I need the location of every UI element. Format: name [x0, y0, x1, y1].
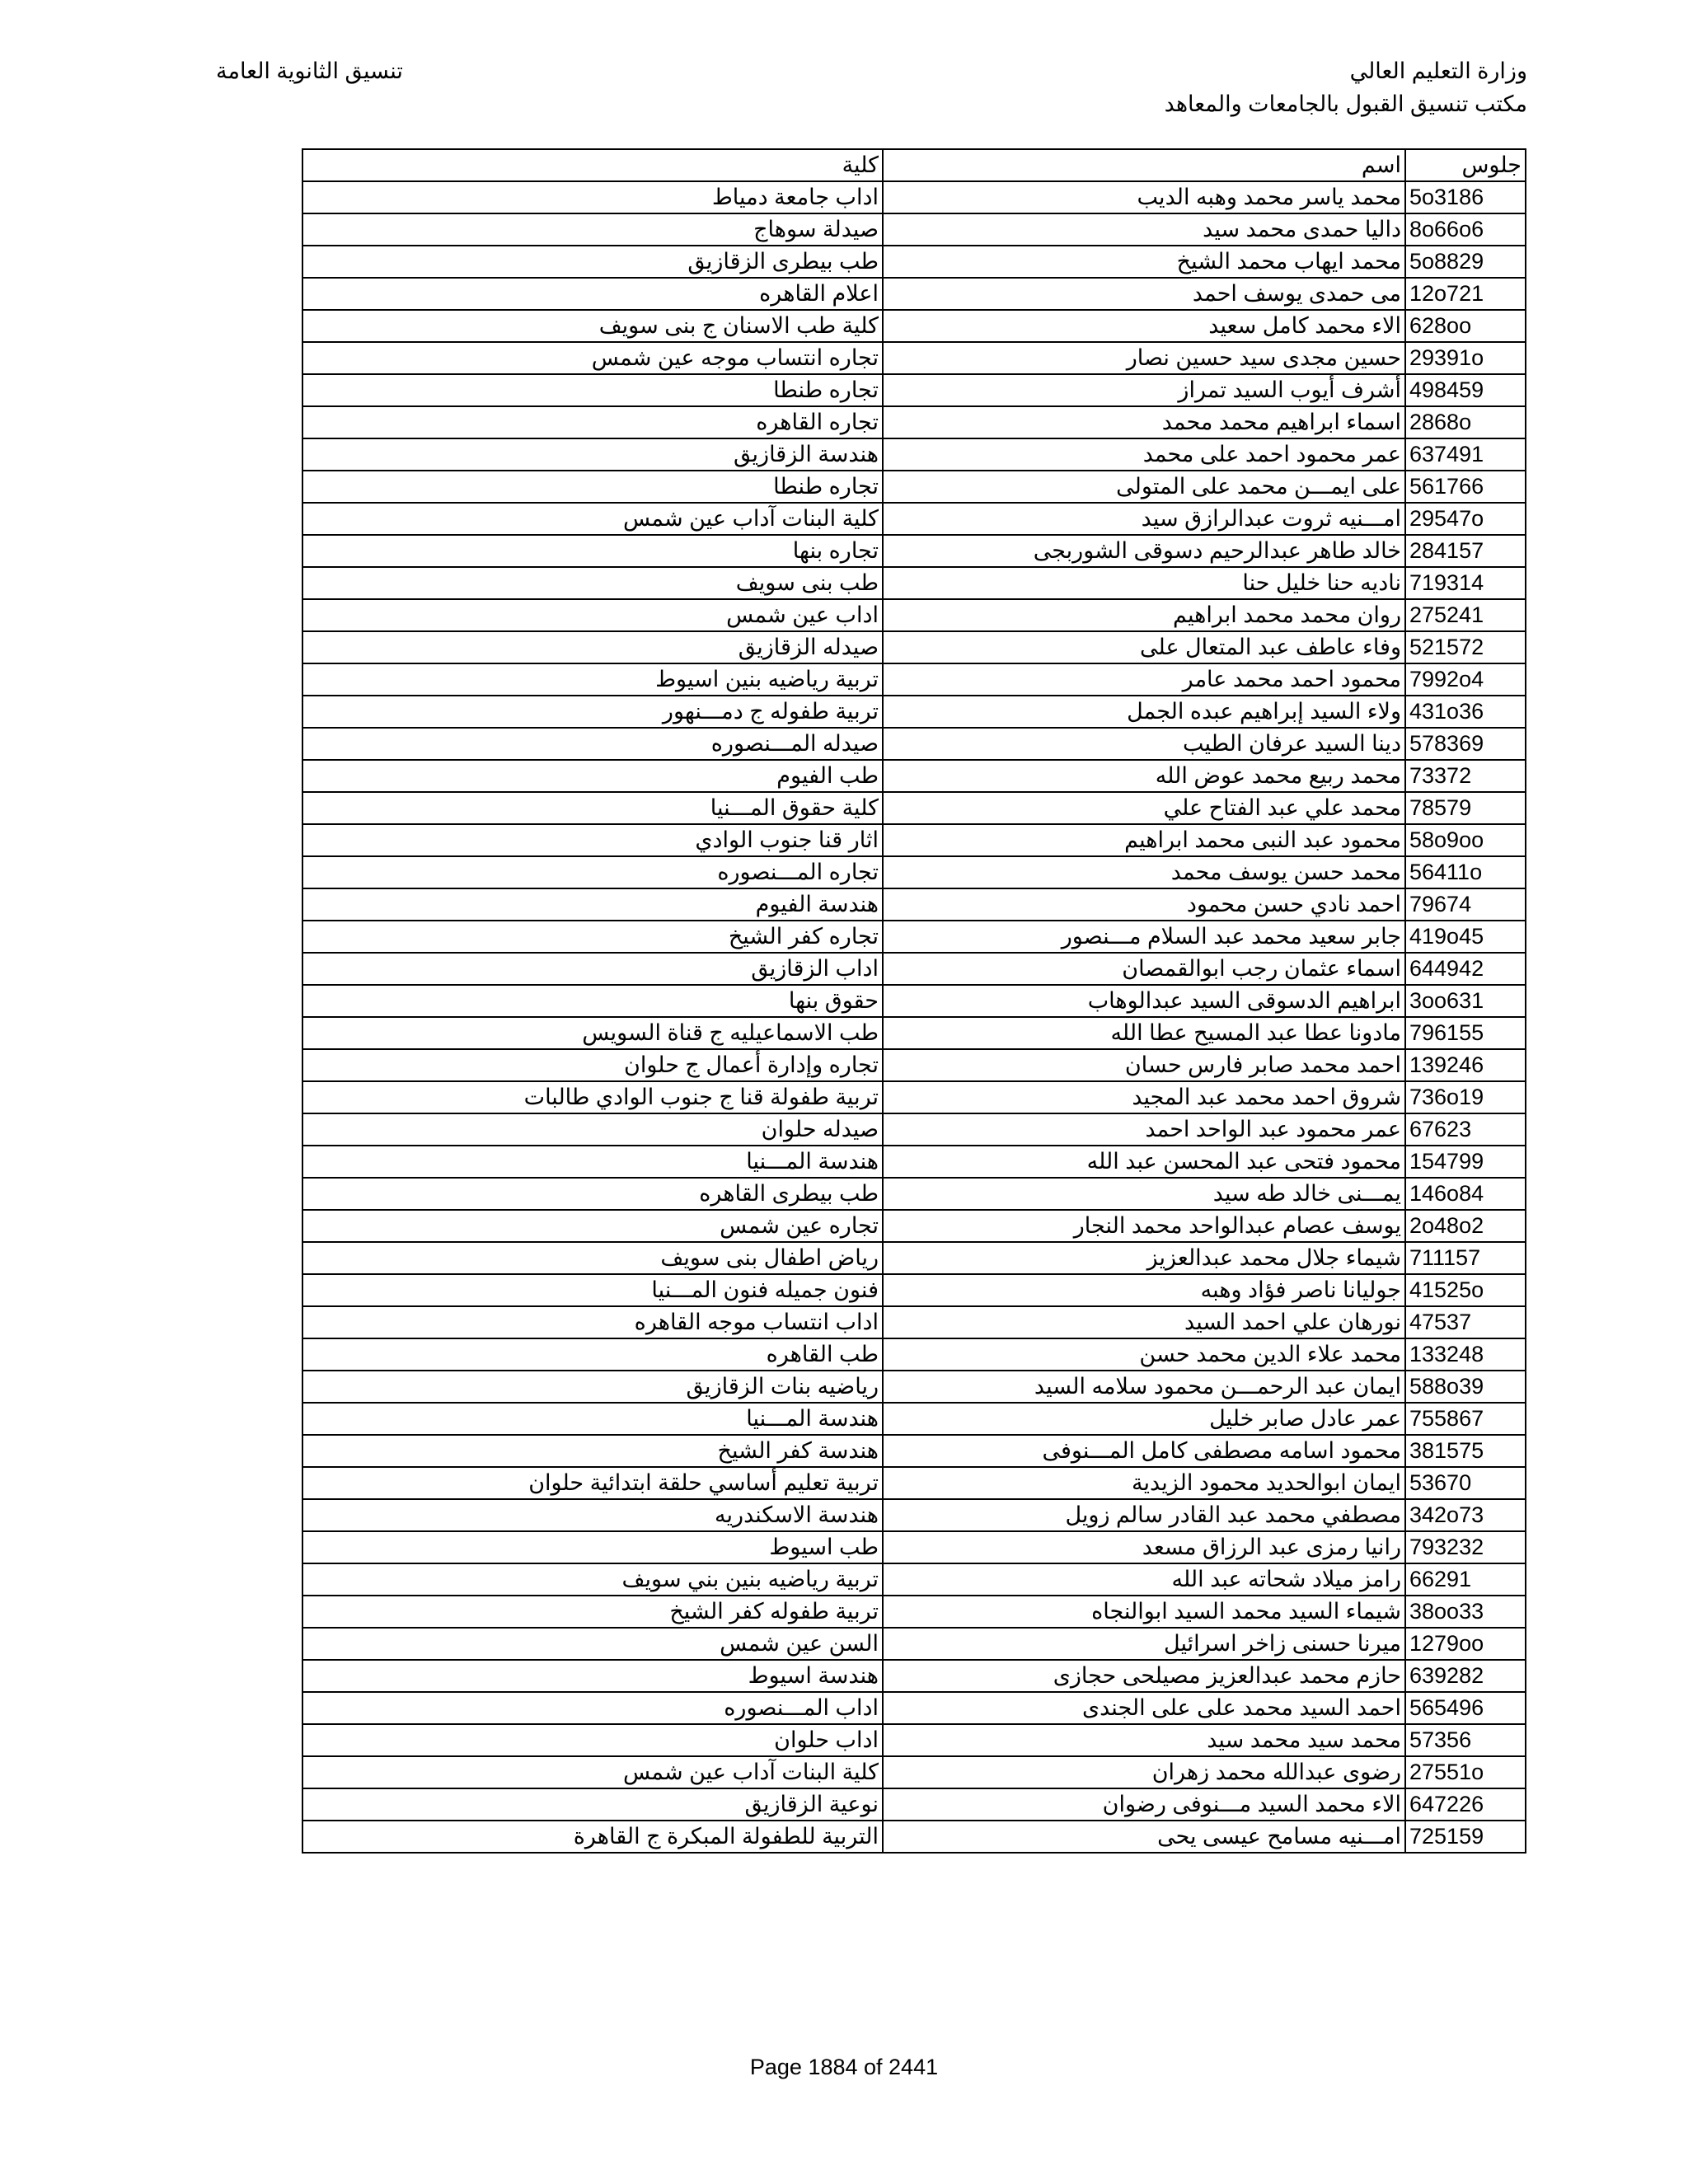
seat-cell: 66291 — [1405, 1563, 1526, 1596]
table-row — [302, 438, 1526, 471]
college-cell: حقوق بنها — [302, 985, 883, 1017]
seat-cell: 3oo631 — [1405, 985, 1526, 1017]
table-row — [302, 792, 1526, 824]
college-cell: تجاره انتساب موجه عين شمس — [302, 342, 883, 374]
table-row — [302, 181, 1526, 213]
name-cell: رانيا رمزى عبد الرزاق مسعد — [883, 1531, 1405, 1563]
name-cell: ميرنا حسنى زاخر اسرائيل — [883, 1628, 1405, 1660]
name-cell: رضوى عبدالله محمد زهران — [883, 1756, 1405, 1788]
name-cell: محمد علاء الدين محمد حسن — [883, 1338, 1405, 1371]
college-cell: تربية طفولة قنا ج جنوب الوادي طالبات — [302, 1081, 883, 1113]
table-row — [302, 471, 1526, 503]
name-cell: محمد حسن يوسف محمد — [883, 856, 1405, 888]
name-cell: امـــنيه مسامح عيسى يحى — [883, 1821, 1405, 1853]
name-cell: عمر محمود عبد الواحد احمد — [883, 1113, 1405, 1146]
ministry-title: وزارة التعليم العالي — [1349, 59, 1527, 83]
college-cell: تجاره طنطا — [302, 374, 883, 406]
header-ministry-block — [1165, 58, 1527, 124]
table-row — [302, 1306, 1526, 1338]
name-cell: خالد طاهر عبدالرحيم دسوقى الشوربجى — [883, 535, 1405, 567]
name-cell: ناديه حنا خليل حنا — [883, 567, 1405, 599]
header-seat: جلوس — [1405, 149, 1526, 181]
seat-cell: 431o36 — [1405, 696, 1526, 728]
seat-cell: 637491 — [1405, 438, 1526, 471]
admissions-table-body — [302, 149, 1526, 1853]
name-cell: محمود اسامه مصطفى كامل المـــنوفى — [883, 1435, 1405, 1467]
name-cell: ايمان عبد الرحمـــن محمود سلامه السيد — [883, 1371, 1405, 1403]
name-cell: محمد ربيع محمد عوض الله — [883, 760, 1405, 792]
name-cell: احمد نادي حسن محمود — [883, 888, 1405, 921]
college-cell: تجاره بنها — [302, 535, 883, 567]
table-row — [302, 342, 1526, 374]
header-name: اسم — [883, 149, 1405, 181]
table-row — [302, 631, 1526, 663]
table-row — [302, 1081, 1526, 1113]
name-cell: روان محمد محمد ابراهيم — [883, 599, 1405, 631]
name-cell: محمود فتحى عبد المحسن عبد الله — [883, 1146, 1405, 1178]
seat-cell: 57356 — [1405, 1724, 1526, 1756]
college-cell: تجاره القاهره — [302, 406, 883, 438]
seat-cell: 639282 — [1405, 1660, 1526, 1692]
name-cell: محمود عبد النبى محمد ابراهيم — [883, 824, 1405, 856]
name-cell: جابر سعيد محمد عبد السلام مـــنصور — [883, 921, 1405, 953]
name-cell: مصطفي محمد عبد القادر سالم زويل — [883, 1499, 1405, 1531]
seat-cell: 5o8829 — [1405, 246, 1526, 278]
table-row — [302, 1467, 1526, 1499]
college-cell: طب الفيوم — [302, 760, 883, 792]
seat-cell: 73372 — [1405, 760, 1526, 792]
name-cell: محمد علي عبد الفتاح علي — [883, 792, 1405, 824]
college-cell: تربية طفوله كفر الشيخ — [302, 1596, 883, 1628]
table-row — [302, 1146, 1526, 1178]
name-cell: حازم محمد عبدالعزيز مصيلحى حجازى — [883, 1660, 1405, 1692]
name-cell: الاء محمد كامل سعيد — [883, 310, 1405, 342]
seat-cell: 498459 — [1405, 374, 1526, 406]
table-row — [302, 1274, 1526, 1306]
table-row — [302, 406, 1526, 438]
name-cell: أشرف أيوب السيد تمراز — [883, 374, 1405, 406]
name-cell: وفاء عاطف عبد المتعال على — [883, 631, 1405, 663]
table-row — [302, 1049, 1526, 1081]
name-cell: يوسف عصام عبدالواحد محمد النجار — [883, 1210, 1405, 1242]
seat-cell: 342o73 — [1405, 1499, 1526, 1531]
seat-cell: 56411o — [1405, 856, 1526, 888]
college-cell: هندسة الفيوم — [302, 888, 883, 921]
college-cell: صيدله الزقازيق — [302, 631, 883, 663]
table-row — [302, 985, 1526, 1017]
table-row — [302, 278, 1526, 310]
seat-cell: 647226 — [1405, 1788, 1526, 1821]
college-cell: تجاره طنطا — [302, 471, 883, 503]
seat-cell: 146o84 — [1405, 1178, 1526, 1210]
name-cell: محمد ياسر محمد وهبه الديب — [883, 181, 1405, 213]
seat-cell: 796155 — [1405, 1017, 1526, 1049]
table-row — [302, 1756, 1526, 1788]
name-cell: محمود احمد محمد عامر — [883, 663, 1405, 696]
college-cell: اثار قنا جنوب الوادي — [302, 824, 883, 856]
seat-cell: 628oo — [1405, 310, 1526, 342]
table-row — [302, 760, 1526, 792]
page-number: Page 1884 of 2441 — [749, 2055, 939, 2079]
table-row — [302, 888, 1526, 921]
college-cell: طب بيطرى الزقازيق — [302, 246, 883, 278]
table-row — [302, 535, 1526, 567]
college-cell: تجاره وإدارة أعمال ج حلوان — [302, 1049, 883, 1081]
seat-cell: 2o48o2 — [1405, 1210, 1526, 1242]
table-row — [302, 1210, 1526, 1242]
seat-cell: 521572 — [1405, 631, 1526, 663]
name-cell: نورهان علي احمد السيد — [883, 1306, 1405, 1338]
table-row — [302, 1338, 1526, 1371]
college-cell: صيدله المـــنصوره — [302, 728, 883, 760]
name-cell: جوليانا ناصر فؤاد وهبه — [883, 1274, 1405, 1306]
seat-cell: 29391o — [1405, 342, 1526, 374]
table-row — [302, 503, 1526, 535]
table-row — [302, 310, 1526, 342]
table-row — [302, 1113, 1526, 1146]
college-cell: صيدلة سوهاج — [302, 213, 883, 246]
college-cell: اداب حلوان — [302, 1724, 883, 1756]
name-cell: احمد السيد محمد على على الجندى — [883, 1692, 1405, 1724]
seat-cell: 561766 — [1405, 471, 1526, 503]
header-college: كلية — [302, 149, 883, 181]
seat-cell: 29547o — [1405, 503, 1526, 535]
name-cell: شيماء السيد محمد السيد ابوالنجاه — [883, 1596, 1405, 1628]
seat-cell: 8o66o6 — [1405, 213, 1526, 246]
seat-cell: 79674 — [1405, 888, 1526, 921]
college-cell: كلية طب الاسنان ج بنى سويف — [302, 310, 883, 342]
table-row — [302, 1596, 1526, 1628]
college-cell: اداب انتساب موجه القاهره — [302, 1306, 883, 1338]
seat-cell: 2868o — [1405, 406, 1526, 438]
name-cell: مى حمدى يوسف احمد — [883, 278, 1405, 310]
seat-cell: 719314 — [1405, 567, 1526, 599]
name-cell: دينا السيد عرفان الطيب — [883, 728, 1405, 760]
table-row — [302, 1563, 1526, 1596]
table-row — [302, 374, 1526, 406]
name-cell: الاء محمد السيد مـــنوفى رضوان — [883, 1788, 1405, 1821]
table-row — [302, 567, 1526, 599]
seat-cell: 275241 — [1405, 599, 1526, 631]
table-row — [302, 1788, 1526, 1821]
table-row — [302, 1371, 1526, 1403]
name-cell: ابراهيم الدسوقى السيد عبدالوهاب — [883, 985, 1405, 1017]
seat-cell: 58o9oo — [1405, 824, 1526, 856]
college-cell: كلية البنات آداب عين شمس — [302, 503, 883, 535]
table-row — [302, 1242, 1526, 1274]
college-cell: اداب جامعة دمياط — [302, 181, 883, 213]
seat-cell: 41525o — [1405, 1274, 1526, 1306]
college-cell: هندسة كفر الشيخ — [302, 1435, 883, 1467]
name-cell: عمر عادل صابر خليل — [883, 1403, 1405, 1435]
seat-cell: 139246 — [1405, 1049, 1526, 1081]
college-cell: تربية تعليم أساسي حلقة ابتدائية حلوان — [302, 1467, 883, 1499]
college-cell: طب اسيوط — [302, 1531, 883, 1563]
seat-cell: 381575 — [1405, 1435, 1526, 1467]
seat-cell: 67623 — [1405, 1113, 1526, 1146]
college-cell: رياض اطفال بنى سويف — [302, 1242, 883, 1274]
table-row — [302, 1178, 1526, 1210]
name-cell: احمد محمد صابر فارس حسان — [883, 1049, 1405, 1081]
college-cell: طب بنى سويف — [302, 567, 883, 599]
name-cell: حسين مجدى سيد حسين نصار — [883, 342, 1405, 374]
college-cell: تجاره عين شمس — [302, 1210, 883, 1242]
name-cell: يمـــنى خالد طه سيد — [883, 1178, 1405, 1210]
table-row — [302, 1403, 1526, 1435]
seat-cell: 5o3186 — [1405, 181, 1526, 213]
college-cell: اداب المـــنصوره — [302, 1692, 883, 1724]
name-cell: مادونا عطا عبد المسيح عطا الله — [883, 1017, 1405, 1049]
table-row — [302, 246, 1526, 278]
name-cell: ولاء السيد إبراهيم عبده الجمل — [883, 696, 1405, 728]
seat-cell: 419o45 — [1405, 921, 1526, 953]
table-row — [302, 856, 1526, 888]
seat-cell: 565496 — [1405, 1692, 1526, 1724]
college-cell: اداب الزقازيق — [302, 953, 883, 985]
seat-cell: 78579 — [1405, 792, 1526, 824]
college-cell: التربية للطفولة المبكرة ج القاهرة — [302, 1821, 883, 1853]
seat-cell: 793232 — [1405, 1531, 1526, 1563]
table-row — [302, 1660, 1526, 1692]
college-cell: فنون جميله فنون المـــنيا — [302, 1274, 883, 1306]
college-cell: اداب عين شمس — [302, 599, 883, 631]
college-cell: طب بيطرى القاهره — [302, 1178, 883, 1210]
coordination-title: تنسيق الثانوية العامة — [216, 59, 403, 83]
seat-cell: 711157 — [1405, 1242, 1526, 1274]
name-cell: عمر محمود احمد على محمد — [883, 438, 1405, 471]
seat-cell: 578369 — [1405, 728, 1526, 760]
table-row — [302, 1435, 1526, 1467]
college-cell: هندسة المـــنيا — [302, 1403, 883, 1435]
college-cell: اعلام القاهره — [302, 278, 883, 310]
table-row — [302, 213, 1526, 246]
table-row — [302, 663, 1526, 696]
table-row — [302, 953, 1526, 985]
seat-cell: 284157 — [1405, 535, 1526, 567]
seat-cell: 644942 — [1405, 953, 1526, 985]
name-cell: امـــنيه ثروت عبدالرازق سيد — [883, 503, 1405, 535]
college-cell: تربية رياضيه بنين اسيوط — [302, 663, 883, 696]
college-cell: طب القاهره — [302, 1338, 883, 1371]
college-cell: هندسة المـــنيا — [302, 1146, 883, 1178]
college-cell: كلية حقوق المـــنيا — [302, 792, 883, 824]
college-cell: تجاره المـــنصوره — [302, 856, 883, 888]
table-row — [302, 1628, 1526, 1660]
name-cell: اسماء عثمان رجب ابوالقمصان — [883, 953, 1405, 985]
college-cell: رياضيه بنات الزقازيق — [302, 1371, 883, 1403]
office-title: مكتب تنسيق القبول بالجامعات والمعاهد — [1164, 91, 1527, 117]
table-row — [302, 1821, 1526, 1853]
table-row — [302, 824, 1526, 856]
table-row — [302, 1499, 1526, 1531]
seat-cell: 133248 — [1405, 1338, 1526, 1371]
name-cell: اسماء ابراهيم محمد محمد — [883, 406, 1405, 438]
college-cell: تجاره كفر الشيخ — [302, 921, 883, 953]
name-cell: على ايمـــن محمد على المتولى — [883, 471, 1405, 503]
name-cell: داليا حمدى محمد سيد — [883, 213, 1405, 246]
seat-cell: 1279oo — [1405, 1628, 1526, 1660]
name-cell: ايمان ابوالحديد محمود الزيدية — [883, 1467, 1405, 1499]
seat-cell: 154799 — [1405, 1146, 1526, 1178]
table-row — [302, 728, 1526, 760]
seat-cell: 725159 — [1405, 1821, 1526, 1853]
name-cell: محمد سيد محمد سيد — [883, 1724, 1405, 1756]
table-row — [302, 696, 1526, 728]
seat-cell: 12o721 — [1405, 278, 1526, 310]
college-cell: هندسة الزقازيق — [302, 438, 883, 471]
name-cell: محمد ايهاب محمد الشيخ — [883, 246, 1405, 278]
table-row — [302, 1692, 1526, 1724]
table-header-row — [302, 149, 1526, 181]
seat-cell: 47537 — [1405, 1306, 1526, 1338]
table-row — [302, 1531, 1526, 1563]
admissions-table — [302, 148, 1526, 1854]
college-cell: هندسة اسيوط — [302, 1660, 883, 1692]
college-cell: تربية رياضيه بنين بني سويف — [302, 1563, 883, 1596]
table-row — [302, 921, 1526, 953]
seat-cell: 38oo33 — [1405, 1596, 1526, 1628]
table-row — [302, 1724, 1526, 1756]
seat-cell: 27551o — [1405, 1756, 1526, 1788]
name-cell: شيماء جلال محمد عبدالعزيز — [883, 1242, 1405, 1274]
name-cell: رامز ميلاد شحاته عبد الله — [883, 1563, 1405, 1596]
college-cell: كلية البنات آداب عين شمس — [302, 1756, 883, 1788]
table-row — [302, 1017, 1526, 1049]
seat-cell: 588o39 — [1405, 1371, 1526, 1403]
college-cell: هندسة الاسكندريه — [302, 1499, 883, 1531]
seat-cell: 736o19 — [1405, 1081, 1526, 1113]
college-cell: صيدله حلوان — [302, 1113, 883, 1146]
seat-cell: 755867 — [1405, 1403, 1526, 1435]
college-cell: نوعية الزقازيق — [302, 1788, 883, 1821]
college-cell: السن عين شمس — [302, 1628, 883, 1660]
name-cell: شروق احمد محمد عبد المجيد — [883, 1081, 1405, 1113]
seat-cell: 53670 — [1405, 1467, 1526, 1499]
seat-cell: 7992o4 — [1405, 663, 1526, 696]
table-row — [302, 599, 1526, 631]
college-cell: طب الاسماعيليه ج قناة السويس — [302, 1017, 883, 1049]
college-cell: تربية طفوله ج دمـــنهور — [302, 696, 883, 728]
